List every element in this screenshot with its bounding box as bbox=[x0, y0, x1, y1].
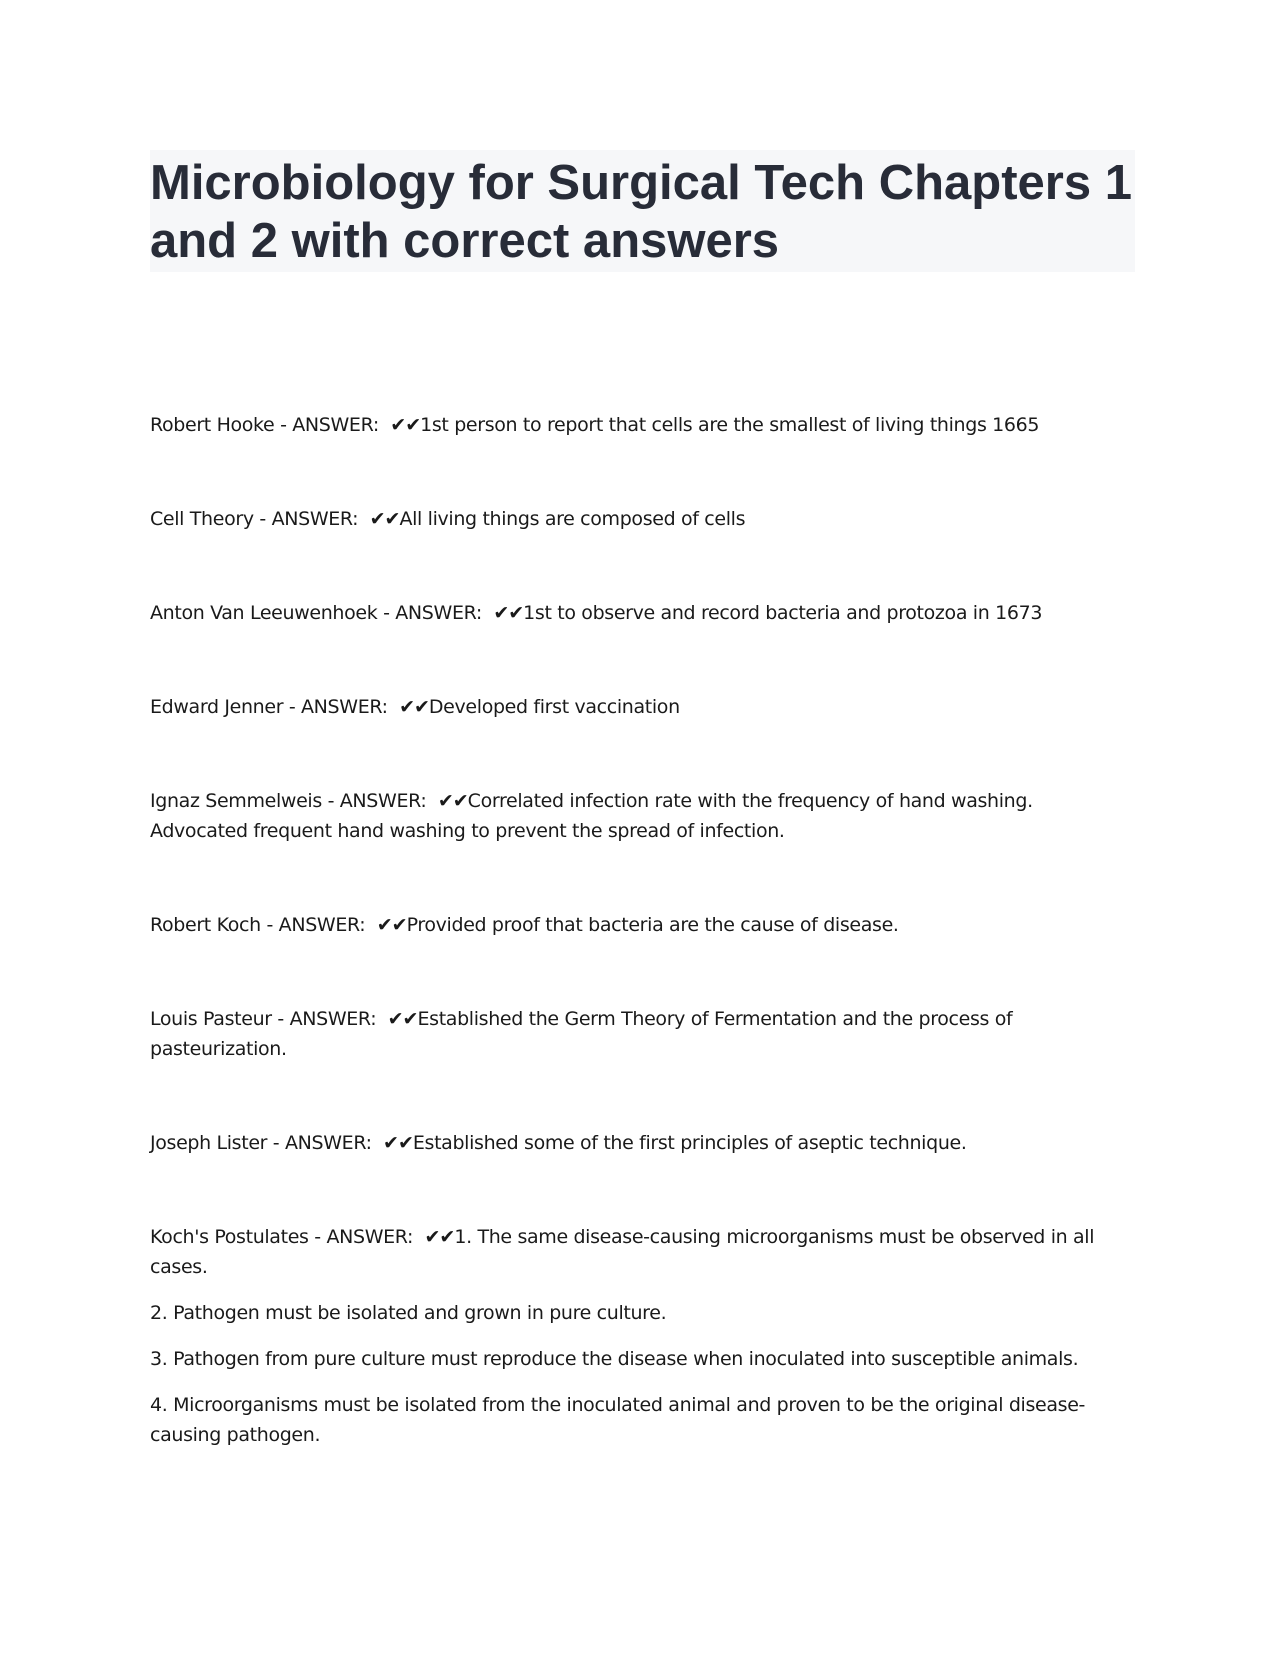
qa-entry bbox=[150, 910, 1135, 940]
entry-answer: Established some of the first principles of aseptic technique. bbox=[412, 1132, 967, 1154]
qa-entry bbox=[150, 1004, 1135, 1064]
qa-text bbox=[150, 504, 1135, 534]
qa-text bbox=[150, 910, 1135, 940]
entry-answer: Correlated infection rate with the frequency of hand washing. Advocated frequent hand washing to prevent the spread of infection. bbox=[150, 790, 1033, 842]
qa-text bbox=[150, 1128, 1135, 1158]
qa-text bbox=[150, 692, 1135, 722]
check-icon: ✔✔ bbox=[399, 696, 429, 718]
check-icon: ✔✔ bbox=[369, 508, 400, 530]
qa-entry bbox=[150, 410, 1135, 440]
qa-text bbox=[150, 598, 1135, 628]
postulate-line: 2. Pathogen must be isolated and grown in pure culture. bbox=[150, 1302, 667, 1324]
qa-text bbox=[150, 1004, 1135, 1064]
qa-entry bbox=[150, 1128, 1135, 1158]
entry-answer: Established the Germ Theory of Fermentation and the process of pasteurization. bbox=[150, 1008, 1013, 1060]
title-block bbox=[150, 150, 1135, 272]
qa-entry bbox=[150, 692, 1135, 722]
document-page bbox=[150, 150, 1135, 1450]
postulate-line: 4. Microorganisms must be isolated from the inoculated animal and proven to be the original disease-causing pathogen. bbox=[150, 1394, 1086, 1446]
qa-entry bbox=[150, 504, 1135, 534]
check-icon: ✔✔ bbox=[437, 790, 468, 812]
entry-answer: 1st to observe and record bacteria and protozoa in 1673 bbox=[523, 602, 1043, 624]
entry-term: Louis Pasteur - ANSWER: bbox=[150, 1008, 377, 1030]
qa-text bbox=[150, 786, 1135, 846]
qa-list bbox=[150, 410, 1135, 1450]
check-icon: ✔✔ bbox=[376, 914, 407, 936]
entry-term: Joseph Lister - ANSWER: bbox=[150, 1132, 372, 1154]
qa-text bbox=[150, 410, 1135, 440]
entry-term: Cell Theory - ANSWER: bbox=[150, 508, 359, 530]
entry-answer: 1. The same disease-causing microorganisms must be observed in all cases. bbox=[150, 1226, 1095, 1278]
entry-term: Anton Van Leeuwenhoek - ANSWER: bbox=[150, 602, 482, 624]
check-icon: ✔✔ bbox=[390, 414, 421, 436]
entry-answer: All living things are composed of cells bbox=[399, 508, 746, 530]
document-title: Microbiology for Surgical Tech Chapters 1 and 2 with correct answers bbox=[150, 156, 1132, 268]
entry-term: Ignaz Semmelweis - ANSWER: bbox=[150, 790, 427, 812]
entry-term: Robert Koch - ANSWER: bbox=[150, 914, 366, 936]
entry-answer: Developed first vaccination bbox=[428, 696, 680, 718]
entry-answer: Provided proof that bacteria are the cause of disease. bbox=[406, 914, 899, 936]
entry-term: Koch's Postulates - ANSWER: bbox=[150, 1226, 414, 1248]
entry-term: Robert Hooke - ANSWER: bbox=[150, 414, 379, 436]
qa-entry bbox=[150, 1222, 1135, 1450]
check-icon: ✔✔ bbox=[424, 1226, 455, 1248]
entry-answer: 1st person to report that cells are the smallest of living things 1665 bbox=[420, 414, 1040, 436]
check-icon: ✔✔ bbox=[493, 602, 524, 624]
postulate-line: 3. Pathogen from pure culture must reproduce the disease when inoculated into susceptible animals. bbox=[150, 1348, 1079, 1370]
qa-entry bbox=[150, 598, 1135, 628]
check-icon: ✔✔ bbox=[387, 1008, 418, 1030]
qa-entry bbox=[150, 786, 1135, 846]
entry-term: Edward Jenner - ANSWER: bbox=[150, 696, 388, 718]
check-icon: ✔✔ bbox=[383, 1132, 413, 1154]
qa-text bbox=[150, 1222, 1135, 1282]
